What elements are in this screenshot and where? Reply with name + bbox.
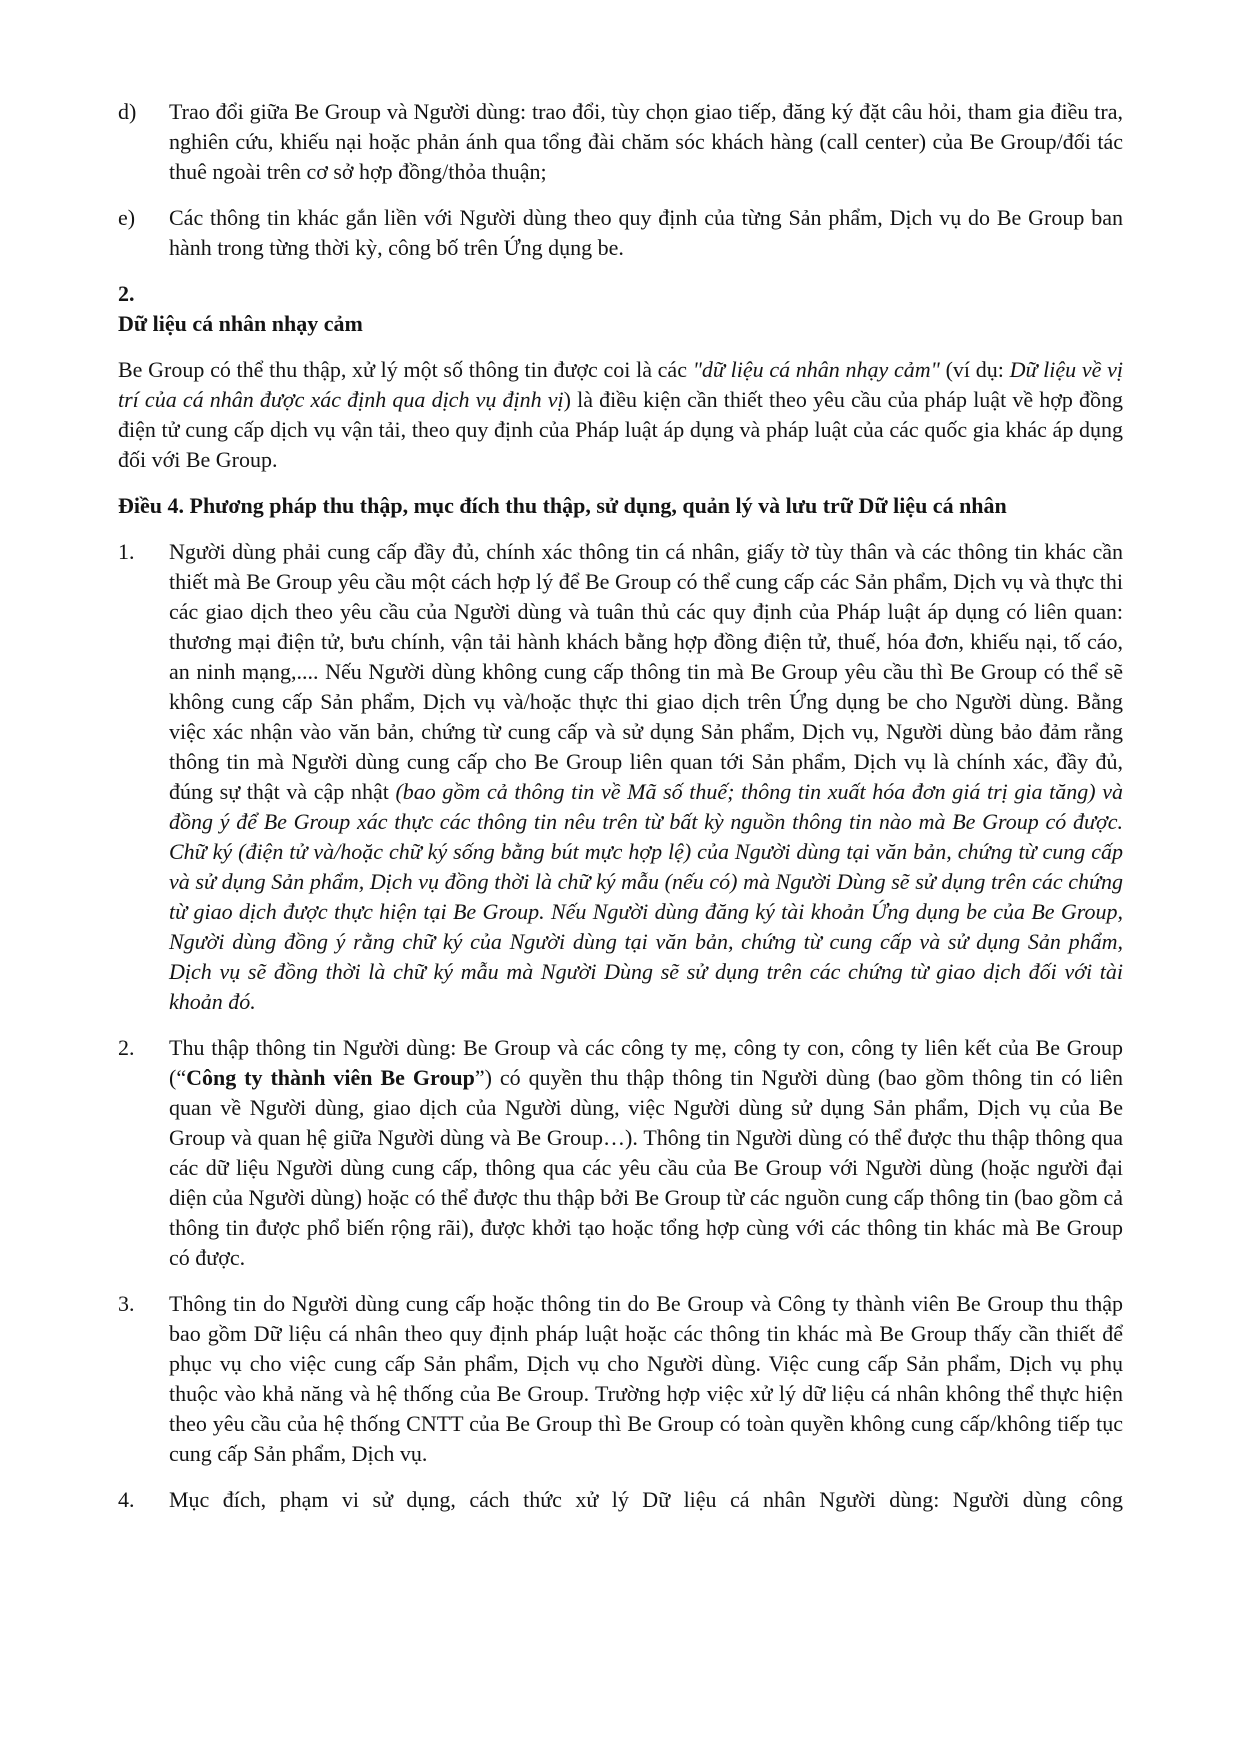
article-4-heading (118, 491, 1123, 521)
section-heading-sensitive-data (118, 279, 1123, 339)
list-item-label: d) (118, 99, 137, 124)
list-item-label: 2. (118, 1035, 135, 1060)
list-item-body (169, 1033, 1123, 1273)
text-run: ) là điều kiện cần thiết theo yêu cầu của pháp luật về hợp đồng điện tử cung cấp dịch vụ vận tải, theo quy định của Pháp luật áp dụng và pháp luật của các quốc gia khác áp dụng đối với Be Group. (118, 387, 1123, 472)
list-item-2 (118, 1033, 1123, 1273)
list-item-label: 3. (118, 1291, 135, 1316)
list-item-label: e) (118, 205, 136, 230)
text-run: Điều 4. Phương pháp thu thập, mục đích thu thập, sử dụng, quản lý và lưu trữ Dữ liệu cá nhân (118, 493, 1007, 518)
list-item-e (118, 203, 1123, 263)
text-run: "dữ liệu cá nhân nhạy cảm" (692, 357, 940, 382)
text-run: Thu thập thông tin Người dùng: Be Group và các công ty mẹ, công ty con, công ty liên kết của Be Group (“ (169, 1035, 1123, 1090)
list-item-body (169, 1485, 1123, 1515)
paragraph-sensitive-data (118, 355, 1123, 475)
list-item-body (118, 309, 1123, 339)
list-item-label: 1. (118, 539, 135, 564)
text-run: ”) có quyền thu thập thông tin Người dùng (bao gồm thông tin có liên quan về Người dùng, giao dịch của Người dùng, việc Người dùng sử dụng Sản phẩm, Dịch vụ của Be Group và quan hệ giữa Người dùng và Be Group…). Thông tin Người dùng có thể được thu thập thông qua các dữ liệu Người dùng cung cấp, thông qua các yêu cầu của Be Group với Người dùng (hoặc người đại diện của Người dùng) hoặc có thể được thu thập bởi Be Group từ các nguồn cung cấp thông tin (bao gồm cả thông tin được phổ biến rộng rãi), được khởi tạo hoặc tổng hợp cùng với các thông tin khác mà Be Group có được. (169, 1065, 1123, 1270)
text-run: (ví dụ: (939, 357, 1010, 382)
list-item-label: 2. (118, 281, 135, 306)
text-run: Dữ liệu về vị trí của cá nhân được xác định qua dịch vụ định vị (118, 357, 1123, 412)
text-run: Trao đổi giữa Be Group và Người dùng: trao đổi, tùy chọn giao tiếp, đăng ký đặt câu hỏi, tham gia điều tra, nghiên cứu, khiếu nại hoặc phản ánh qua tổng đài chăm sóc khách hàng (call center) của Be Group/đối tác thuê ngoài trên cơ sở hợp đồng/thỏa thuận; (169, 99, 1123, 184)
list-item-1 (118, 537, 1123, 1017)
text-run: Be Group có thể thu thập, xử lý một số thông tin được coi là các (118, 357, 693, 382)
text-run: Mục đích, phạm vi sử dụng, cách thức xử lý Dữ liệu cá nhân Người dùng: Người dùng công (169, 1487, 1123, 1512)
list-item-body (169, 1289, 1123, 1469)
text-run: (bao gồm cả thông tin về Mã số thuế; thông tin xuất hóa đơn giá trị gia tăng) và đồng ý để Be Group xác thực các thông tin nêu trên từ bất kỳ nguồn thông tin nào mà Be Group có được. Chữ ký (điện tử và/hoặc chữ ký sống bằng bút mực hợp lệ) của Người dùng tại văn bản, chứng từ cung cấp và sử dụng Sản phẩm, Dịch vụ đồng thời là chữ ký mẫu (nếu có) mà Người Dùng sẽ sử dụng trên các chứng từ giao dịch được thực hiện tại Be Group. Nếu Người dùng đăng ký tài khoản Ứng dụng be của Be Group, Người dùng đồng ý rằng chữ ký của Người dùng tại văn bản, chứng từ cung cấp và sử dụng Sản phẩm, Dịch vụ sẽ đồng thời là chữ ký mẫu mà Người Dùng sẽ sử dụng trên các chứng từ giao dịch đối với tài khoản đó. (169, 779, 1123, 1014)
text-run: Thông tin do Người dùng cung cấp hoặc thông tin do Be Group và Công ty thành viên Be Group thu thập bao gồm Dữ liệu cá nhân theo quy định pháp luật hoặc các thông tin khác mà Be Group thấy cần thiết để phục vụ cho việc cung cấp Sản phẩm, Dịch vụ cho Người dùng. Việc cung cấp Sản phẩm, Dịch vụ phụ thuộc vào khả năng và hệ thống của Be Group. Trường hợp việc xử lý dữ liệu cá nhân không thể thực hiện theo yêu cầu của hệ thống CNTT của Be Group thì Be Group có toàn quyền không cung cấp/không tiếp tục cung cấp Sản phẩm, Dịch vụ. (169, 1291, 1123, 1466)
list-item-label: 4. (118, 1487, 135, 1512)
list-item-4 (118, 1485, 1123, 1515)
text-run: Công ty thành viên Be Group (186, 1065, 475, 1090)
list-item-d (118, 97, 1123, 187)
text-run: Các thông tin khác gắn liền với Người dùng theo quy định của từng Sản phẩm, Dịch vụ do Be Group ban hành trong từng thời kỳ, công bố trên Ứng dụng be. (169, 205, 1123, 260)
list-item-body (169, 203, 1123, 263)
list-item-body (169, 537, 1123, 1017)
list-item-3 (118, 1289, 1123, 1469)
text-run: Người dùng phải cung cấp đầy đủ, chính xác thông tin cá nhân, giấy tờ tùy thân và các thông tin khác cần thiết mà Be Group yêu cầu một cách hợp lý để Be Group có thể cung cấp các Sản phẩm, Dịch vụ và thực thi các giao dịch theo yêu cầu của Người dùng và tuân thủ các quy định của Pháp luật áp dụng có liên quan: thương mại điện tử, bưu chính, vận tải hành khách bằng hợp đồng điện tử, thuế, hóa đơn, khiếu nại, tố cáo, an ninh mạng,.... Nếu Người dùng không cung cấp thông tin mà Be Group yêu cầu thì Be Group có thể sẽ không cung cấp Sản phẩm, Dịch vụ và/hoặc thực thi giao dịch trên Ứng dụng be cho Người dùng. Bằng việc xác nhận vào văn bản, chứng từ cung cấp và sử dụng Sản phẩm, Dịch vụ, Người dùng bảo đảm rằng thông tin mà Người dùng cung cấp cho Be Group liên quan tới Sản phẩm, Dịch vụ là chính xác, đầy đủ, đúng sự thật và cập nhật (169, 539, 1123, 804)
list-item-body (169, 97, 1123, 187)
text-run: Dữ liệu cá nhân nhạy cảm (118, 311, 363, 336)
